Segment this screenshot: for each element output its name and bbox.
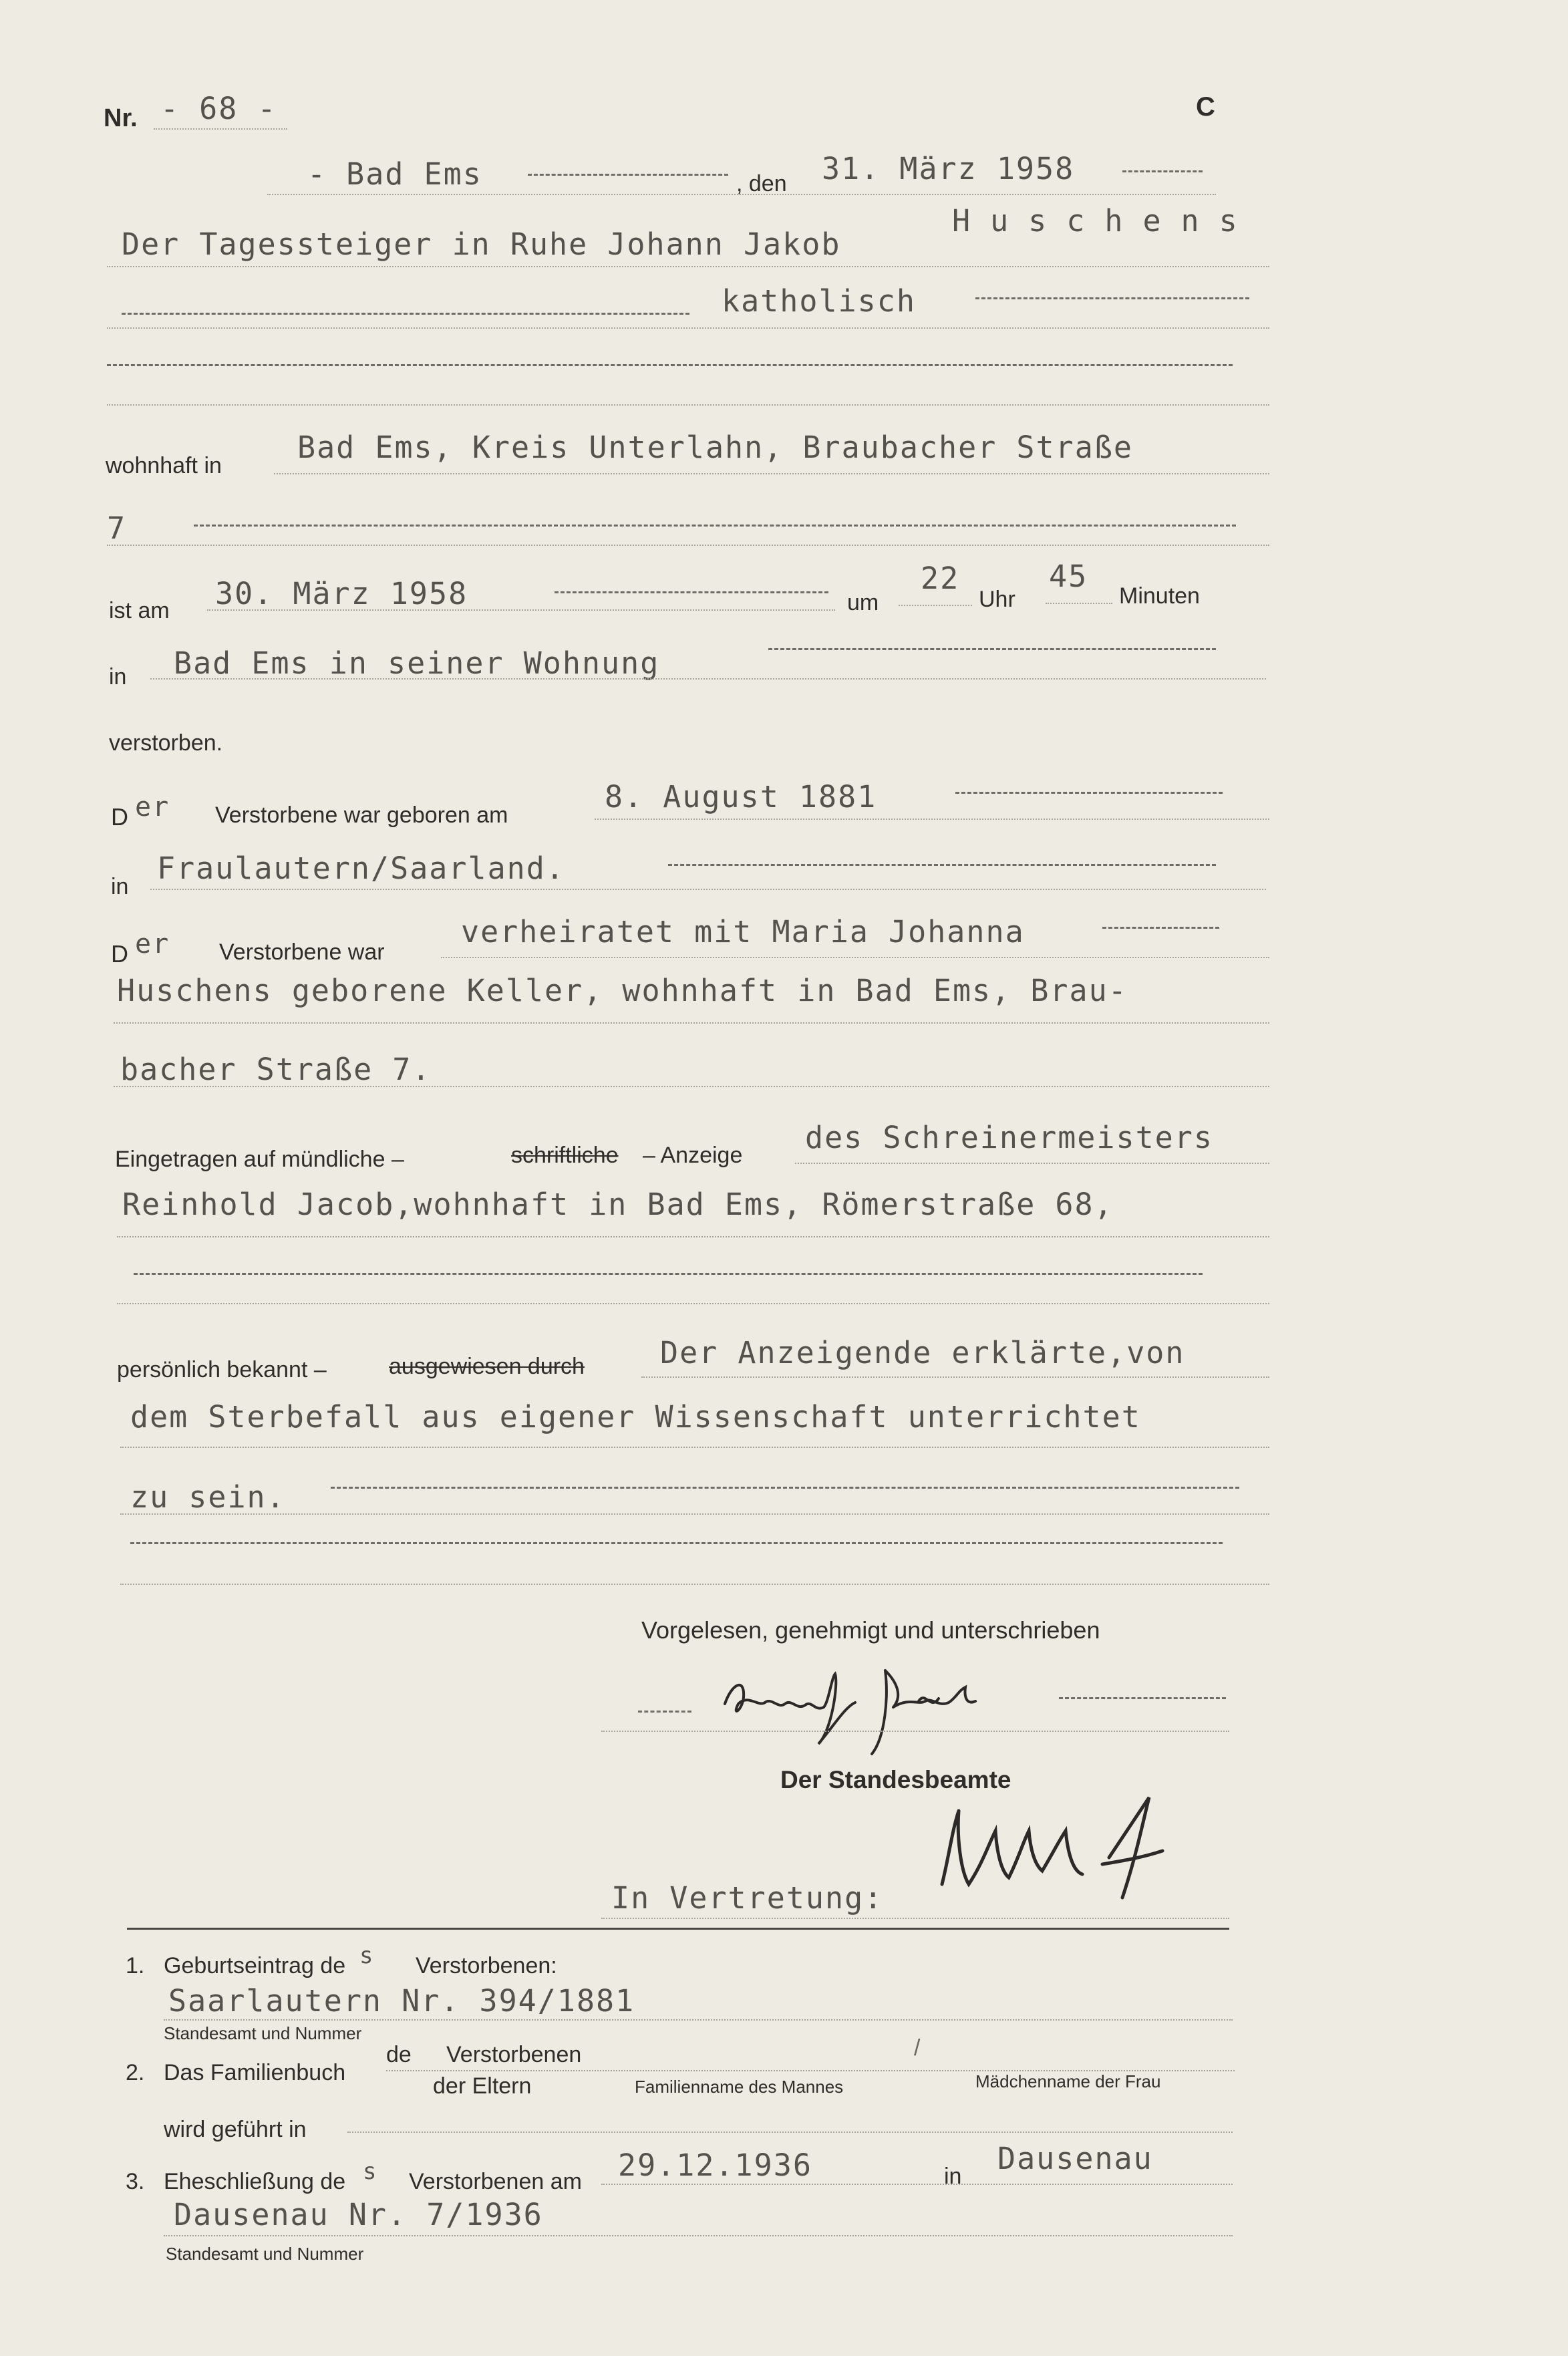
note-3-line xyxy=(601,2184,1233,2185)
hour-line xyxy=(899,605,972,606)
note-1-label-b: Verstorbenen: xyxy=(416,1953,557,1978)
note-2-de: de xyxy=(386,2042,412,2067)
marital-line-1: verheiratet mit Maria Johanna xyxy=(461,914,1025,949)
entry-number: - 68 - xyxy=(160,91,277,126)
birth-label: Verstorbene war geboren am xyxy=(215,802,508,828)
note-1-line xyxy=(164,2019,1233,2021)
residence-line-2 xyxy=(107,545,1269,546)
note-1-caption: Standesamt und Nummer xyxy=(164,2023,362,2043)
place-date-line xyxy=(267,194,1216,195)
deceased-name: Der Tagessteiger in Ruhe Johann Jakob xyxy=(122,227,841,262)
blank-line-3 xyxy=(120,1584,1269,1585)
birth-in-label: in xyxy=(111,874,129,899)
note-3-label-a: Eheschließung de xyxy=(164,2169,346,2194)
note-3-caption: Standesamt und Nummer xyxy=(166,2244,364,2264)
note-1-number: 1. xyxy=(126,1953,145,1978)
filler-dash xyxy=(331,1487,1239,1489)
filler-dash xyxy=(130,1542,1223,1544)
death-place: Bad Ems in seiner Wohnung xyxy=(174,645,660,681)
filler-dash xyxy=(107,364,1233,366)
minutes-line xyxy=(1046,603,1112,604)
note-3-number: 3. xyxy=(126,2169,145,2194)
nr-label: Nr. xyxy=(104,104,138,132)
filler-dash xyxy=(194,525,1236,527)
deputy-label: In Vertretung: xyxy=(611,1880,884,1916)
um-label: um xyxy=(847,590,879,615)
filler-dash xyxy=(638,1711,691,1713)
identity-line-2-rule xyxy=(120,1447,1269,1448)
death-date-line xyxy=(207,609,835,611)
filler-dash xyxy=(1122,170,1203,172)
note-2-caption-woman: Mädchenname der Frau xyxy=(975,2071,1161,2091)
letter-mark: C xyxy=(1196,92,1215,122)
marital-line xyxy=(441,957,1269,958)
registry-place: - Bad Ems xyxy=(307,156,482,192)
informant-line xyxy=(795,1163,1269,1164)
filler-dash xyxy=(975,297,1249,299)
birth-place-line xyxy=(150,889,1266,890)
note-2-number: 2. xyxy=(126,2060,145,2085)
informant-line-2: Reinhold Jacob,wohnhaft in Bad Ems, Römerstraße 68, xyxy=(122,1187,1114,1222)
filler-dash xyxy=(134,1273,1203,1275)
marital-line-2-rule xyxy=(114,1022,1269,1024)
filler-dash xyxy=(555,591,828,593)
residence-value-cont: 7 xyxy=(107,510,127,546)
note-2-caption-man: Familienname des Mannes xyxy=(635,2077,844,2097)
report-label-b: – Anzeige xyxy=(643,1143,743,1168)
residence-value: Bad Ems, Kreis Unterlahn, Braubacher Straße xyxy=(297,430,1133,465)
note-1-label-a: Geburtseintrag de xyxy=(164,1953,346,1978)
death-date: 30. März 1958 xyxy=(215,576,468,611)
identity-line xyxy=(641,1376,1269,1378)
note-2-slash: / xyxy=(914,2035,921,2061)
verstorben-label: verstorben. xyxy=(109,730,223,756)
note-2-verstorbenen: Verstorbenen xyxy=(446,2042,582,2067)
marital-line-2: Huschens geborene Keller, wohnhaft in Bad Ems, Brau- xyxy=(117,973,1128,1008)
note-3-suffix: s xyxy=(363,2158,378,2185)
informant-line-1: des Schreinermeisters xyxy=(805,1120,1213,1155)
note-3-in: in xyxy=(944,2164,962,2189)
minuten-label: Minuten xyxy=(1119,583,1200,609)
identity-line-3: zu sein. xyxy=(130,1479,286,1515)
birth-place: Fraulautern/Saarland. xyxy=(157,851,565,886)
marital-line-3: bacher Straße 7. xyxy=(120,1052,432,1087)
registrar-signature xyxy=(922,1784,1203,1904)
marriage-place: Dausenau xyxy=(997,2141,1153,2176)
filler-dash xyxy=(1102,927,1219,929)
deceased-surname: Huschens xyxy=(952,203,1257,239)
filler-dash xyxy=(955,792,1223,794)
filler-dash xyxy=(668,864,1216,866)
residence-label: wohnhaft in xyxy=(106,453,222,478)
registry-date: 31. März 1958 xyxy=(822,151,1075,186)
filler-dash xyxy=(768,648,1216,650)
note-1-suffix: s xyxy=(359,1942,375,1969)
death-in-label: in xyxy=(109,664,127,690)
identity-line-2: dem Sterbefall aus eigener Wissenschaft unterrichtet xyxy=(130,1399,1141,1435)
marriage-date: 29.12.1936 xyxy=(618,2148,812,2183)
note-2-wird: wird geführt in xyxy=(164,2117,307,2142)
birth-date: 8. August 1881 xyxy=(605,779,877,815)
marital-d-prefix: D xyxy=(111,940,128,968)
informant-signature xyxy=(718,1657,1039,1757)
note-2-label: Das Familienbuch xyxy=(164,2060,346,2085)
blank-line xyxy=(107,404,1269,406)
known-label-struck: ausgewiesen durch xyxy=(389,1354,585,1379)
marital-label: Verstorbene war xyxy=(219,939,385,965)
marital-line-3-rule xyxy=(114,1086,1269,1087)
birth-registry-entry: Saarlautern Nr. 394/1881 xyxy=(168,1983,635,2019)
filler-dash xyxy=(122,313,689,315)
signature-line xyxy=(601,1731,1229,1732)
den-label: , den xyxy=(736,171,787,196)
note-3-label-b: Verstorbenen am xyxy=(409,2169,582,2194)
identity-line-1: Der Anzeigende erklärte,von xyxy=(660,1335,1185,1370)
death-place-line xyxy=(150,678,1266,680)
name-line xyxy=(107,266,1269,267)
uhr-label: Uhr xyxy=(979,587,1015,612)
religion: katholisch xyxy=(722,283,916,319)
birth-date-line xyxy=(595,819,1269,820)
registrar-label: Der Standesbeamte xyxy=(780,1766,1011,1793)
filler-dash xyxy=(1059,1697,1226,1699)
filler-dash xyxy=(528,174,728,176)
report-label-struck: schriftliche xyxy=(511,1143,619,1168)
entry-number-line xyxy=(154,128,287,130)
known-label: persönlich bekannt – xyxy=(117,1357,327,1382)
read-approved-label: Vorgelesen, genehmigt und unterschrieben xyxy=(641,1616,1100,1644)
religion-line xyxy=(107,327,1269,329)
report-label-a: Eingetragen auf mündliche – xyxy=(115,1147,404,1172)
note-3-line-2 xyxy=(164,2235,1233,2236)
informant-line-2-rule xyxy=(117,1236,1269,1237)
death-hour: 22 xyxy=(921,561,960,596)
residence-line xyxy=(274,473,1269,474)
marriage-registry-entry: Dausenau Nr. 7/1936 xyxy=(174,2197,543,2232)
identity-line-3-rule xyxy=(120,1513,1269,1515)
registrar-line xyxy=(601,1918,1229,1919)
note-2-eltern: der Eltern xyxy=(433,2073,532,2099)
death-minutes: 45 xyxy=(1049,559,1088,594)
ist-am-label: ist am xyxy=(109,598,170,623)
marital-er-suffix: er xyxy=(135,929,170,960)
birth-d-prefix: D xyxy=(111,803,128,831)
birth-er-suffix: er xyxy=(135,792,170,823)
note-2-wird-line xyxy=(347,2131,1233,2133)
section-divider xyxy=(127,1928,1229,1930)
blank-line-2 xyxy=(117,1303,1269,1304)
